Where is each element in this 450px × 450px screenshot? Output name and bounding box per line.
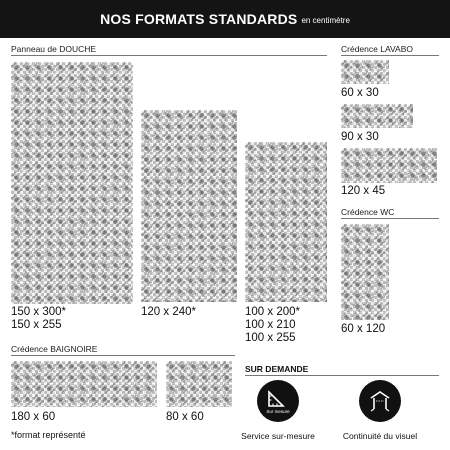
baignoire-panel-180x60 [11,361,157,407]
size-60x30: 60 x 30 [341,87,379,99]
wc-panel-60x120 [341,224,389,320]
lavabo-divider [341,55,439,56]
douche-panel-150x300 [11,62,133,304]
baignoire-divider [11,355,235,356]
service-sur-mesure-label: Service sur-mesure [241,431,315,441]
lavabo-panel-60x30 [341,60,389,84]
header-banner [0,0,450,38]
size-180x60: 180 x 60 [11,411,56,423]
lavabo-panel-120x45 [341,148,437,183]
size-120x240: 120 x 240* [141,306,196,318]
size-100x210: 100 x 210 [245,319,296,331]
size-60x120: 60 x 120 [341,323,386,335]
baignoire-panel-80x60 [166,361,232,407]
size-120x45: 120 x 45 [341,185,386,197]
page-title: NOS FORMATS STANDARDS [100,11,298,27]
continuite-visuel-icon [359,380,401,422]
size-150x255: 150 x 255 [11,319,62,331]
size-150x300: 150 x 300* [11,306,66,318]
sur-demande-title: SUR DEMANDE [245,364,309,374]
wc-section-label: Crédence WC [341,207,395,217]
lavabo-section-label: Crédence LAVABO [341,44,413,54]
sur-mesure-icon [257,380,299,422]
continuite-visuel-label: Continuité du visuel [342,431,418,441]
baignoire-section-label: Crédence BAIGNOIRE [11,344,98,354]
page-subtitle: en centimètre [301,16,350,25]
size-90x30: 90 x 30 [341,131,379,143]
size-100x200: 100 x 200* [245,306,300,318]
douche-divider [11,55,327,56]
lavabo-panel-90x30 [341,104,413,128]
format-note: *format représenté [11,430,86,440]
size-100x255: 100 x 255 [245,332,296,344]
douche-panel-100x200 [245,142,327,302]
wc-divider [341,218,439,219]
size-80x60: 80 x 60 [166,411,204,423]
sur-mesure-icon-text: Sur mesure [266,409,290,414]
sur-demande-divider [245,375,439,376]
douche-panel-120x240 [141,110,237,302]
douche-section-label: Panneau de DOUCHE [11,44,97,54]
